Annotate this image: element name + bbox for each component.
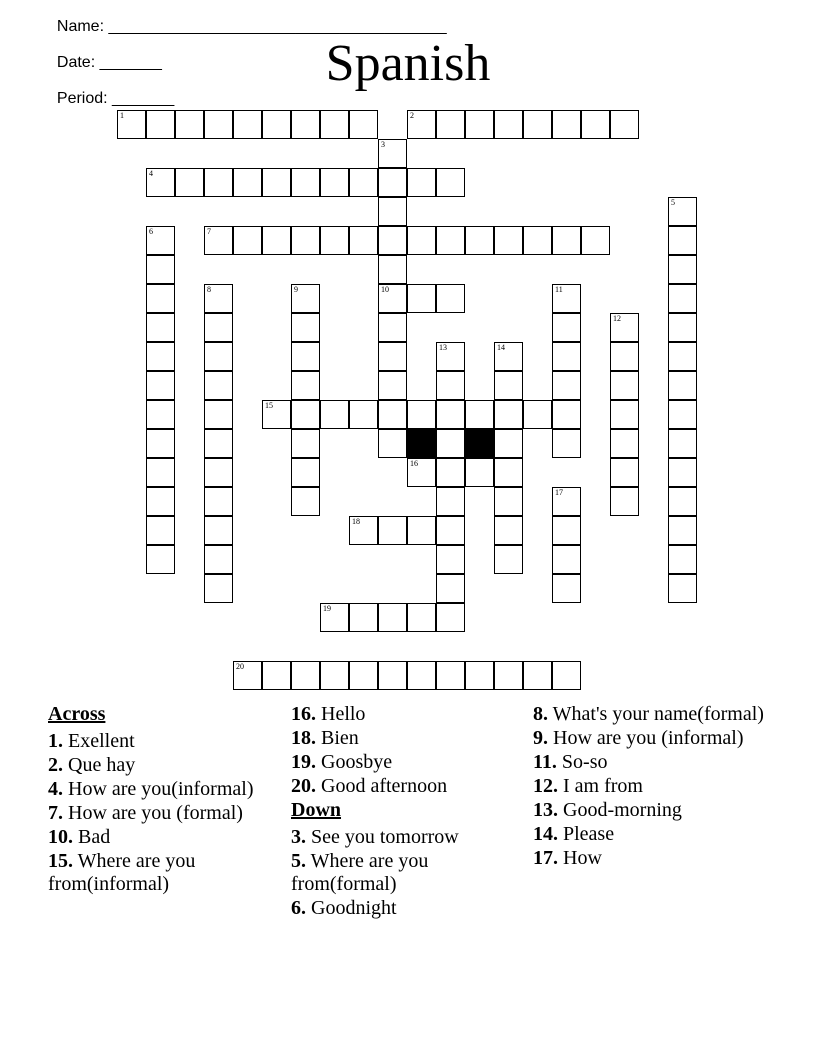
clue-item <box>48 754 288 777</box>
grid-cell[interactable] <box>465 226 494 255</box>
grid-cell[interactable] <box>668 516 697 545</box>
grid-cell[interactable] <box>146 400 175 429</box>
grid-cell[interactable] <box>552 516 581 545</box>
grid-cell[interactable] <box>494 110 523 139</box>
grid-cell[interactable] <box>552 371 581 400</box>
clue-number: 12 <box>613 314 621 323</box>
clue-number: 9 <box>294 285 298 294</box>
clue-item-text: How are you(informal) <box>63 778 254 800</box>
clue-number: 18 <box>352 517 360 526</box>
clue-item-number: 16. <box>291 703 316 725</box>
grid-cell[interactable] <box>204 284 233 313</box>
clue-item-text: Que hay <box>63 754 136 776</box>
clue-item-number: 15. <box>48 850 73 872</box>
grid-cell[interactable] <box>204 458 233 487</box>
clue-number: 7 <box>207 227 211 236</box>
clue-item-text: See you tomorrow <box>306 826 459 848</box>
clue-item <box>291 850 531 896</box>
grid-cell[interactable] <box>204 574 233 603</box>
section-heading: Down <box>291 799 342 821</box>
grid-block <box>407 429 436 458</box>
grid-cell[interactable] <box>378 197 407 226</box>
grid-cell[interactable] <box>523 400 552 429</box>
grid-cell[interactable] <box>523 226 552 255</box>
grid-cell[interactable] <box>436 371 465 400</box>
clue-item-number: 4. <box>48 778 63 800</box>
grid-cell[interactable] <box>552 284 581 313</box>
grid-cell[interactable] <box>494 458 523 487</box>
clue-item-number: 9. <box>533 727 548 749</box>
grid-cell[interactable] <box>407 400 436 429</box>
grid-cell[interactable] <box>146 516 175 545</box>
grid-cell[interactable] <box>523 110 552 139</box>
grid-cell[interactable] <box>204 429 233 458</box>
grid-cell[interactable] <box>494 371 523 400</box>
clue-item-number: 14. <box>533 823 558 845</box>
grid-cell[interactable] <box>552 342 581 371</box>
clue-item-number: 19. <box>291 751 316 773</box>
clue-item-number: 13. <box>533 799 558 821</box>
grid-cell[interactable] <box>552 574 581 603</box>
grid-cell[interactable] <box>465 458 494 487</box>
grid-cell[interactable] <box>146 226 175 255</box>
grid-cell[interactable] <box>610 487 639 516</box>
grid-cell[interactable] <box>552 487 581 516</box>
grid-cell[interactable] <box>668 255 697 284</box>
grid-cell[interactable] <box>349 110 378 139</box>
grid-cell[interactable] <box>610 313 639 342</box>
clue-item-text: I am from <box>558 775 643 797</box>
grid-cell[interactable] <box>465 110 494 139</box>
grid-cell[interactable] <box>262 168 291 197</box>
grid-cell[interactable] <box>436 429 465 458</box>
grid-cell[interactable] <box>291 168 320 197</box>
grid-cell[interactable] <box>204 110 233 139</box>
grid-cell[interactable] <box>668 487 697 516</box>
grid-cell[interactable] <box>291 400 320 429</box>
grid-cell[interactable] <box>117 110 146 139</box>
grid-cell[interactable] <box>204 226 233 255</box>
page-title: Spanish <box>325 35 491 92</box>
clue-item-number: 2. <box>48 754 63 776</box>
grid-cell[interactable] <box>378 284 407 313</box>
grid-cell[interactable] <box>494 545 523 574</box>
grid-cell[interactable] <box>291 487 320 516</box>
grid-cell[interactable] <box>146 429 175 458</box>
clue-item <box>533 751 773 774</box>
clue-item <box>48 826 288 849</box>
grid-cell[interactable] <box>668 197 697 226</box>
grid-cell[interactable] <box>378 371 407 400</box>
grid-cell[interactable] <box>291 342 320 371</box>
grid-cell[interactable] <box>320 603 349 632</box>
clue-item <box>48 778 288 801</box>
grid-cell[interactable] <box>291 110 320 139</box>
grid-cell[interactable] <box>436 458 465 487</box>
grid-cell[interactable] <box>581 110 610 139</box>
grid-cell[interactable] <box>610 429 639 458</box>
clue-item-text: Hello <box>316 703 366 725</box>
grid-cell[interactable] <box>407 168 436 197</box>
clue-item-number: 17. <box>533 847 558 869</box>
grid-cell[interactable] <box>436 545 465 574</box>
grid-cell[interactable] <box>320 110 349 139</box>
grid-cell[interactable] <box>436 603 465 632</box>
grid-cell[interactable] <box>436 168 465 197</box>
clue-item-number: 1. <box>48 730 63 752</box>
grid-cell[interactable] <box>610 400 639 429</box>
grid-cell[interactable] <box>175 168 204 197</box>
grid-cell[interactable] <box>407 110 436 139</box>
grid-cell[interactable] <box>610 342 639 371</box>
clue-number: 17 <box>555 488 563 497</box>
grid-cell[interactable] <box>465 400 494 429</box>
clue-item-text: Where are you from(informal) <box>48 850 196 895</box>
grid-cell[interactable] <box>146 255 175 284</box>
grid-cell[interactable] <box>407 516 436 545</box>
clue-item <box>291 826 531 849</box>
clue-item-text: So-so <box>556 751 608 773</box>
grid-cell[interactable] <box>668 429 697 458</box>
grid-cell[interactable] <box>146 110 175 139</box>
grid-cell[interactable] <box>262 110 291 139</box>
grid-cell[interactable] <box>291 313 320 342</box>
section-heading: Across <box>48 703 106 725</box>
clue-item <box>291 703 531 726</box>
clue-item <box>48 730 288 753</box>
clue-item-number: 11. <box>533 751 557 773</box>
clue-item-text: Please <box>558 823 615 845</box>
grid-cell[interactable] <box>146 545 175 574</box>
grid-cell[interactable] <box>146 284 175 313</box>
clue-item <box>48 802 288 825</box>
clue-item-text: Bad <box>73 826 111 848</box>
grid-cell[interactable] <box>436 284 465 313</box>
grid-cell[interactable] <box>320 168 349 197</box>
grid-cell[interactable] <box>204 400 233 429</box>
grid-cell[interactable] <box>378 255 407 284</box>
clue-number: 10 <box>381 285 389 294</box>
clue-number: 15 <box>265 401 273 410</box>
grid-cell[interactable] <box>407 458 436 487</box>
clue-item-text: Goodnight <box>306 897 397 919</box>
clues-column-3 <box>533 703 773 871</box>
grid-cell[interactable] <box>523 661 552 690</box>
grid-cell[interactable] <box>262 400 291 429</box>
grid-cell[interactable] <box>262 226 291 255</box>
grid-cell[interactable] <box>146 168 175 197</box>
clue-item <box>533 727 773 750</box>
grid-cell[interactable] <box>262 661 291 690</box>
clue-item <box>533 775 773 798</box>
grid-cell[interactable] <box>378 342 407 371</box>
grid-cell[interactable] <box>320 226 349 255</box>
grid-cell[interactable] <box>436 516 465 545</box>
grid-cell[interactable] <box>349 603 378 632</box>
clue-item <box>291 775 531 798</box>
grid-cell[interactable] <box>668 313 697 342</box>
grid-cell[interactable] <box>146 487 175 516</box>
grid-cell[interactable] <box>494 516 523 545</box>
grid-cell[interactable] <box>349 516 378 545</box>
clue-number: 20 <box>236 662 244 671</box>
clue-item-number: 10. <box>48 826 73 848</box>
grid-cell[interactable] <box>494 226 523 255</box>
grid-cell[interactable] <box>146 342 175 371</box>
grid-cell[interactable] <box>233 226 262 255</box>
grid-cell[interactable] <box>436 342 465 371</box>
grid-cell[interactable] <box>494 400 523 429</box>
grid-cell[interactable] <box>204 545 233 574</box>
clues-column-1 <box>48 703 288 897</box>
clue-item-text: Where are you from(formal) <box>291 850 429 895</box>
grid-cell[interactable] <box>349 661 378 690</box>
grid-cell[interactable] <box>378 226 407 255</box>
clue-item <box>48 850 288 896</box>
clue-number: 19 <box>323 604 331 613</box>
clue-item <box>291 727 531 750</box>
grid-cell[interactable] <box>668 284 697 313</box>
grid-block <box>465 429 494 458</box>
grid-cell[interactable] <box>581 226 610 255</box>
clue-item-text: What's your name(formal) <box>548 703 764 725</box>
grid-cell[interactable] <box>320 400 349 429</box>
grid-cell[interactable] <box>175 110 204 139</box>
grid-cell[interactable] <box>291 284 320 313</box>
clue-item <box>533 823 773 846</box>
grid-cell[interactable] <box>407 661 436 690</box>
grid-cell[interactable] <box>436 574 465 603</box>
grid-cell[interactable] <box>668 342 697 371</box>
grid-cell[interactable] <box>349 400 378 429</box>
clue-item-number: 12. <box>533 775 558 797</box>
name-field[interactable]: Name: ______________________________________ <box>56 18 447 35</box>
grid-cell[interactable] <box>146 313 175 342</box>
grid-cell[interactable] <box>494 342 523 371</box>
grid-cell[interactable] <box>291 458 320 487</box>
grid-cell[interactable] <box>378 429 407 458</box>
grid-cell[interactable] <box>610 110 639 139</box>
clue-item-number: 6. <box>291 897 306 919</box>
grid-cell[interactable] <box>436 226 465 255</box>
grid-cell[interactable] <box>407 284 436 313</box>
grid-cell[interactable] <box>291 371 320 400</box>
clue-item-text: How are you (formal) <box>63 802 243 824</box>
grid-cell[interactable] <box>204 516 233 545</box>
grid-cell[interactable] <box>204 168 233 197</box>
grid-cell[interactable] <box>291 661 320 690</box>
grid-cell[interactable] <box>233 661 262 690</box>
grid-cell[interactable] <box>552 226 581 255</box>
clue-number: 1 <box>120 111 124 120</box>
clue-item-number: 20. <box>291 775 316 797</box>
grid-cell[interactable] <box>378 168 407 197</box>
grid-cell[interactable] <box>668 458 697 487</box>
clue-item <box>291 897 531 920</box>
grid-cell[interactable] <box>291 429 320 458</box>
grid-cell[interactable] <box>233 110 262 139</box>
period-field[interactable]: Period: _______ <box>56 90 175 107</box>
clue-item <box>533 799 773 822</box>
grid-cell[interactable] <box>146 458 175 487</box>
clue-item-text: How <box>558 847 602 869</box>
grid-cell[interactable] <box>668 545 697 574</box>
grid-cell[interactable] <box>291 226 320 255</box>
clue-item-text: Good-morning <box>558 799 682 821</box>
grid-cell[interactable] <box>436 487 465 516</box>
grid-cell[interactable] <box>349 168 378 197</box>
clue-number: 5 <box>671 198 675 207</box>
grid-cell[interactable] <box>378 661 407 690</box>
grid-cell[interactable] <box>610 458 639 487</box>
grid-cell[interactable] <box>552 429 581 458</box>
grid-cell[interactable] <box>610 371 639 400</box>
clues-column-2 <box>291 703 531 921</box>
grid-cell[interactable] <box>378 516 407 545</box>
grid-cell[interactable] <box>436 110 465 139</box>
clue-item-text: Goosbye <box>316 751 393 773</box>
grid-cell[interactable] <box>668 400 697 429</box>
grid-cell[interactable] <box>233 168 262 197</box>
clue-item-number: 18. <box>291 727 316 749</box>
grid-cell[interactable] <box>146 371 175 400</box>
grid-cell[interactable] <box>668 574 697 603</box>
clue-item-text: Exellent <box>63 730 135 752</box>
grid-cell[interactable] <box>204 342 233 371</box>
clue-item-text: Bien <box>316 727 359 749</box>
clue-number: 4 <box>149 169 153 178</box>
grid-cell[interactable] <box>436 400 465 429</box>
clue-item <box>533 847 773 870</box>
clue-number: 2 <box>410 111 414 120</box>
grid-cell[interactable] <box>552 110 581 139</box>
grid-cell[interactable] <box>204 371 233 400</box>
clue-item <box>533 703 773 726</box>
grid-cell[interactable] <box>407 226 436 255</box>
grid-cell[interactable] <box>494 429 523 458</box>
grid-cell[interactable] <box>494 487 523 516</box>
clue-item-text: How are you (informal) <box>548 727 744 749</box>
grid-cell[interactable] <box>407 603 436 632</box>
clue-number: 8 <box>207 285 211 294</box>
grid-cell[interactable] <box>552 313 581 342</box>
clue-number: 16 <box>410 459 418 468</box>
clue-number: 14 <box>497 343 505 352</box>
grid-cell[interactable] <box>378 603 407 632</box>
clue-item-number: 8. <box>533 703 548 725</box>
date-field[interactable]: Date: _______ <box>56 54 162 71</box>
clue-item-text: Good afternoon <box>316 775 448 797</box>
grid-cell[interactable] <box>552 545 581 574</box>
grid-cell[interactable] <box>320 661 349 690</box>
clue-number: 3 <box>381 140 385 149</box>
grid-cell[interactable] <box>552 400 581 429</box>
clue-item <box>291 751 531 774</box>
grid-cell[interactable] <box>378 139 407 168</box>
grid-cell[interactable] <box>668 371 697 400</box>
grid-cell[interactable] <box>204 313 233 342</box>
grid-cell[interactable] <box>349 226 378 255</box>
clue-item-number: 7. <box>48 802 63 824</box>
grid-cell[interactable] <box>465 661 494 690</box>
grid-cell[interactable] <box>552 661 581 690</box>
clue-number: 11 <box>555 285 563 294</box>
grid-cell[interactable] <box>436 661 465 690</box>
clue-number: 13 <box>439 343 447 352</box>
grid-cell[interactable] <box>204 487 233 516</box>
clue-item-number: 5. <box>291 850 306 872</box>
grid-cell[interactable] <box>668 226 697 255</box>
grid-cell[interactable] <box>494 661 523 690</box>
clue-number: 6 <box>149 227 153 236</box>
clue-item-number: 3. <box>291 826 306 848</box>
grid-cell[interactable] <box>378 313 407 342</box>
grid-cell[interactable] <box>378 400 407 429</box>
